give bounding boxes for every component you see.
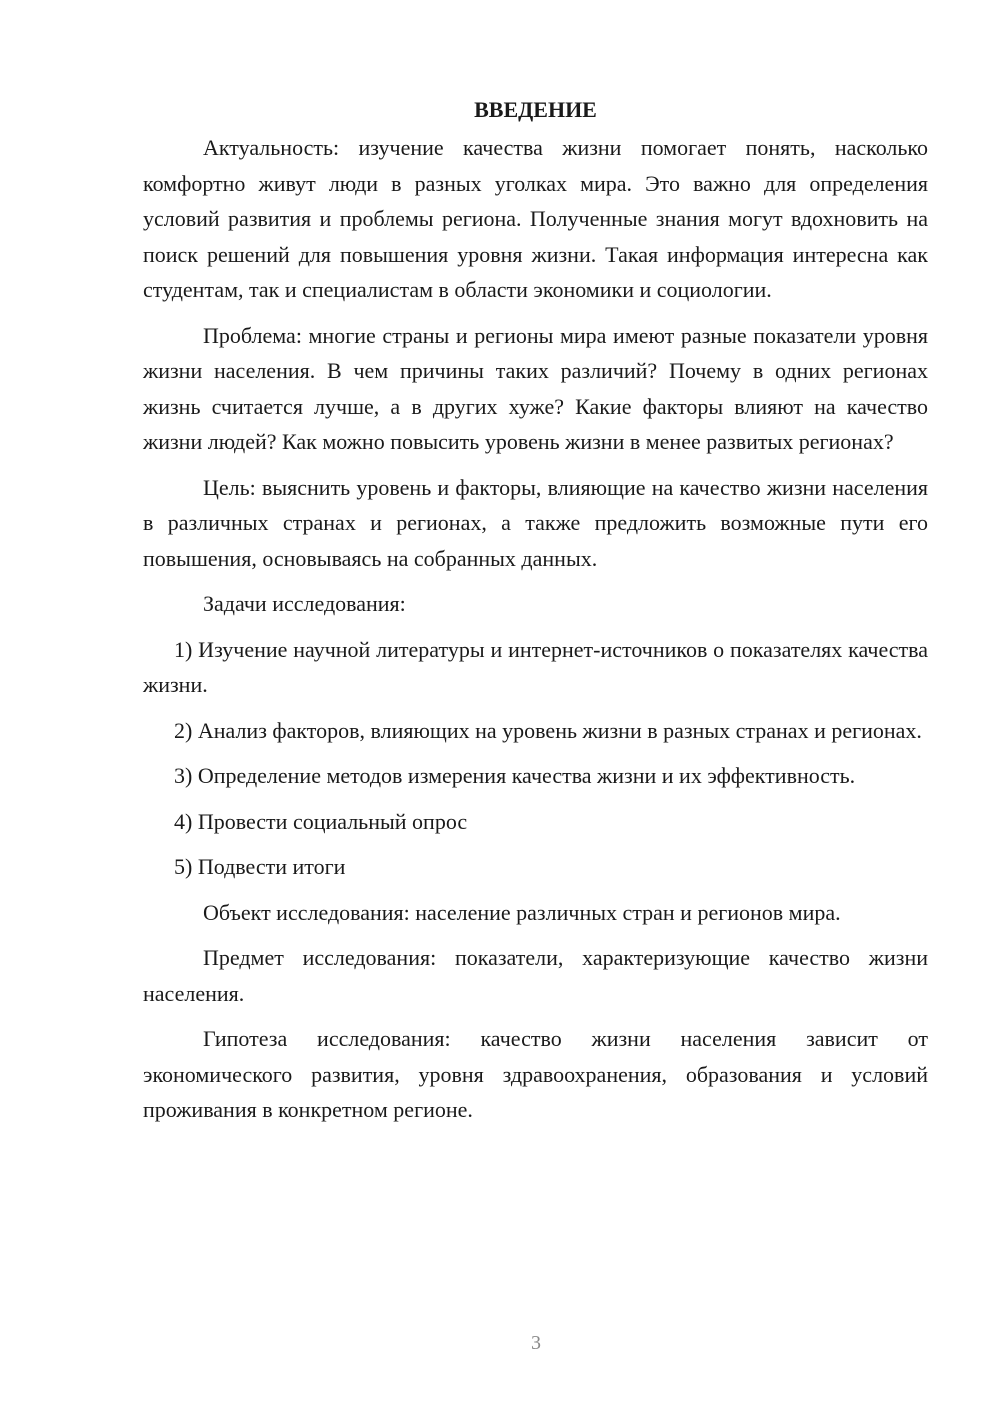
paragraph-object: Объект исследования: население различных стран и регионов мира.	[203, 899, 841, 925]
paragraph-relevance: Актуальность: изучение качества жизни помогает понять, насколько комфортно живут люди в разных уголках мира. Это важно для определения условий развития и проблемы региона. Полученные знания могут вдохновить на поиск решений для повышения уровня жизни. Такая информация интересна как студентам, так и специалистам в области экономики и социологии.	[143, 135, 928, 302]
page-title: ВВЕДЕНИЕ	[474, 97, 597, 122]
page-number: 3	[531, 1332, 541, 1354]
tasks-heading: Задачи исследования:	[203, 591, 406, 616]
paragraph-goal: Цель: выяснить уровень и факторы, влияющие на качество жизни населения в различных странах и регионах, а также предложить возможные пути его повышения, основываясь на собранных данных.	[143, 474, 928, 571]
paragraph-subject: Предмет исследования: показатели, характеризующие качество жизни населения.	[143, 945, 928, 1006]
task-item-4: 4) Провести социальный опрос	[174, 808, 468, 834]
task-item-5: 5) Подвести итоги	[174, 854, 346, 879]
task-item-3: 3) Определение методов измерения качества жизни и их эффективность.	[174, 763, 856, 788]
document-page	[143, 92, 928, 1138]
task-item-2: 2) Анализ факторов, влияющих на уровень жизни в разных странах и регионах.	[174, 717, 922, 743]
task-item-1: 1) Изучение научной литературы и интернет-источников о показателях качества жизни.	[143, 636, 928, 697]
paragraph-hypothesis: Гипотеза исследования: качество жизни населения зависит от экономического развития, уровня здравоохранения, образования и условий проживания в конкретном регионе.	[143, 1026, 928, 1122]
paragraph-problem: Проблема: многие страны и регионы мира имеют разные показатели уровня жизни населения. В чем причины таких различий? Почему в одних регионах жизнь считается лучше, а в других хуже? Какие факторы влияют на качество жизни людей? Как можно повысить уровень жизни в менее развитых регионах?	[143, 322, 928, 454]
